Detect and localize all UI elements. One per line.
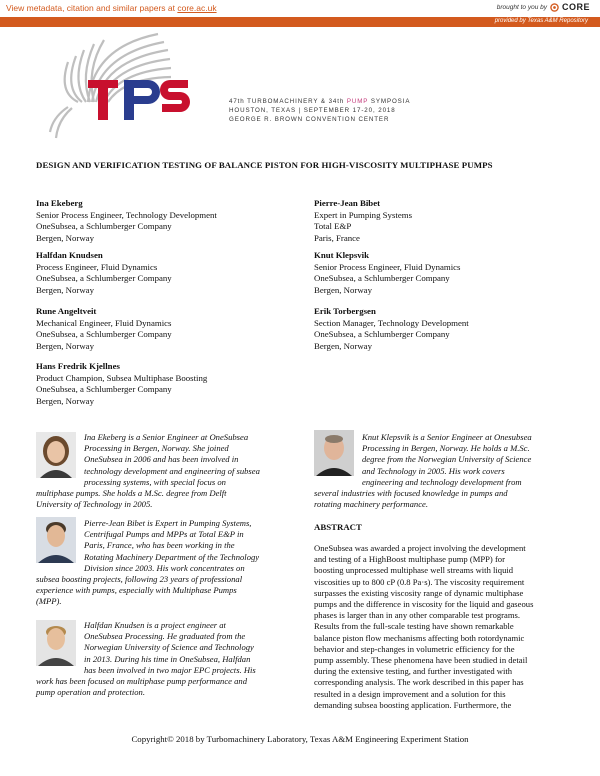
author-role: Process Engineer, Fluid Dynamics (36, 261, 158, 272)
bio-knut-cont: several industries with focused knowledge in pumps and rotating machinery performance. (314, 488, 508, 510)
tps-letter-s (160, 80, 190, 112)
author-org: OneSubsea, a Schlumberger Company (314, 273, 450, 283)
author-location: Paris, France (314, 232, 360, 243)
core-top-bar (0, 0, 600, 16)
tps-letter-p (124, 80, 134, 120)
author-name: Hans Fredrik Kjellnes (36, 361, 120, 371)
core-site-link[interactable]: core.ac.uk (177, 3, 217, 13)
author-org: OneSubsea, a Schlumberger Company (36, 273, 172, 283)
author-block (314, 198, 412, 244)
author-block (36, 198, 217, 244)
author-org: OneSubsea, a Schlumberger Company (36, 384, 172, 394)
core-metadata-link[interactable]: View metadata, citation and similar papers at core.ac.uk (6, 3, 217, 13)
bio-pierre: Pierre-Jean Bibet is Expert in Pumping Systems, Centrifugal Pumps and MPPs at Total E&P in Paris, France, who has been working in the Rotating Machinery Department of the Technology Division since 2003. His work concentrates on (84, 518, 260, 573)
author-block (36, 361, 207, 407)
author-org: OneSubsea, a Schlumberger Company (36, 221, 172, 231)
core-brand[interactable] (497, 2, 590, 12)
symposium-line2: HOUSTON, TEXAS | SEPTEMBER 17-20, 2018 (229, 107, 396, 114)
author-name: Knut Klepsvik (314, 250, 369, 260)
abstract-heading: ABSTRACT (314, 522, 362, 532)
author-org: OneSubsea, a Schlumberger Company (36, 329, 172, 339)
author-location: Bergen, Norway (36, 395, 94, 406)
abstract-body: OneSubsea was awarded a project involving the development and testing of a HighBoost multiphase pump (MPP) for boosting unprocessed multiphase well streams with liquid viscosities up to 800 cP (0.8 Pa·s). The viscosity requirement surpasses the existing viscosity range of dynamic multiphase pumps and the difference in viscosity for the liquid and gaseous phases is larger than in any other comparable test programs. Results from the full-scale testing have shown remarkable balance piston flow mechanisms affecting both rotordynamic behavior and step-changes in volumetric efficiency for the pump assembly. These phenomena have been studied in detail during the extensive testing, and further investigated with corresponding analysis. The work described in this paper has resulted in a design improvement and a solution for this demanding subsea boosting application. Furthermore, the (314, 543, 534, 710)
bio-halfdan-cont: work has been focused on multiphase pump performance and pump operation and protection. (36, 676, 247, 698)
bio-halfdan: Halfdan Knudsen is a project engineer at OneSubsea Processing. He graduated from the Norwegian University of Science and Technology in 2013. During his time in OneSubsea, Halfdan has been involved in two major EPC projects. His (84, 620, 256, 675)
repository-text[interactable]: provided by Texas A&M Repository (494, 18, 588, 24)
brought-by-text: brought to you by (496, 3, 547, 11)
author-role: Section Manager, Technology Development (314, 317, 469, 328)
author-name: Pierre-Jean Bibet (314, 198, 381, 208)
author-block (314, 306, 469, 352)
author-name: Erik Torbergsen (314, 306, 376, 316)
symposium-info (229, 97, 410, 124)
author-location: Bergen, Norway (36, 232, 94, 243)
author-block (36, 250, 172, 296)
bio-pierre-cont: subsea boosting projects, following 23 years of professional experience with pumps, especially with Multiphase Pumps (MPP). (36, 574, 243, 607)
author-photo-halfdan (36, 620, 76, 666)
core-brand-name: CORE (561, 2, 590, 12)
author-block (36, 306, 172, 352)
tps-logo (48, 22, 228, 152)
author-photo-ina (36, 432, 76, 478)
author-location: Bergen, Norway (36, 284, 94, 295)
bio-ina: Ina Ekeberg is a Senior Engineer at OneSubsea Processing in Bergen, Norway. She joined OneSubsea in 2006 and has been involved in technology development and engineering of subsea processing systems, with special focus on (84, 432, 260, 487)
bio-ina-cont: multiphase pumps. She holds a M.Sc. degree from Delft University of Technology in 2005. (36, 488, 227, 510)
author-name: Ina Ekeberg (36, 198, 83, 208)
author-role: Senior Process Engineer, Fluid Dynamics (314, 261, 461, 272)
author-location: Bergen, Norway (314, 284, 372, 295)
author-org: Total E&P (314, 221, 352, 231)
author-name: Rune Angeltveit (36, 306, 97, 316)
author-location: Bergen, Norway (314, 340, 372, 351)
author-photo-knut (314, 430, 354, 476)
author-location: Bergen, Norway (36, 340, 94, 351)
author-org: OneSubsea, a Schlumberger Company (314, 329, 450, 339)
author-name: Halfdan Knudsen (36, 250, 103, 260)
author-block (314, 250, 460, 296)
copyright-footer: Copyright© 2018 by Turbomachinery Laboratory, Texas A&M Engineering Experiment Station (131, 734, 469, 744)
symposium-line1: 47th TURBOMACHINERY & 34th PUMP SYMPOSIA (229, 98, 411, 105)
author-role: Senior Process Engineer, Technology Development (36, 209, 217, 220)
author-role: Mechanical Engineer, Fluid Dynamics (36, 317, 172, 328)
bio-knut: Knut Klepsvik is a Senior Engineer at Onesubsea Processing in Bergen, Norway. He holds a M.Sc. degree from the Norwegian University of Science and Technology in 2005. His work covers engineering and technology development from (362, 432, 532, 487)
author-role: Product Champion, Subsea Multiphase Boosting (36, 372, 208, 383)
author-role: Expert in Pumping Systems (314, 209, 412, 220)
author-photo-pierre (36, 517, 76, 563)
paper-title: DESIGN AND VERIFICATION TESTING OF BALANCE PISTON FOR HIGH-VISCOSITY MULTIPHASE PUMPS (36, 160, 493, 170)
symposium-line3: GEORGE R. BROWN CONVENTION CENTER (229, 116, 390, 123)
core-logo-icon (550, 3, 559, 12)
